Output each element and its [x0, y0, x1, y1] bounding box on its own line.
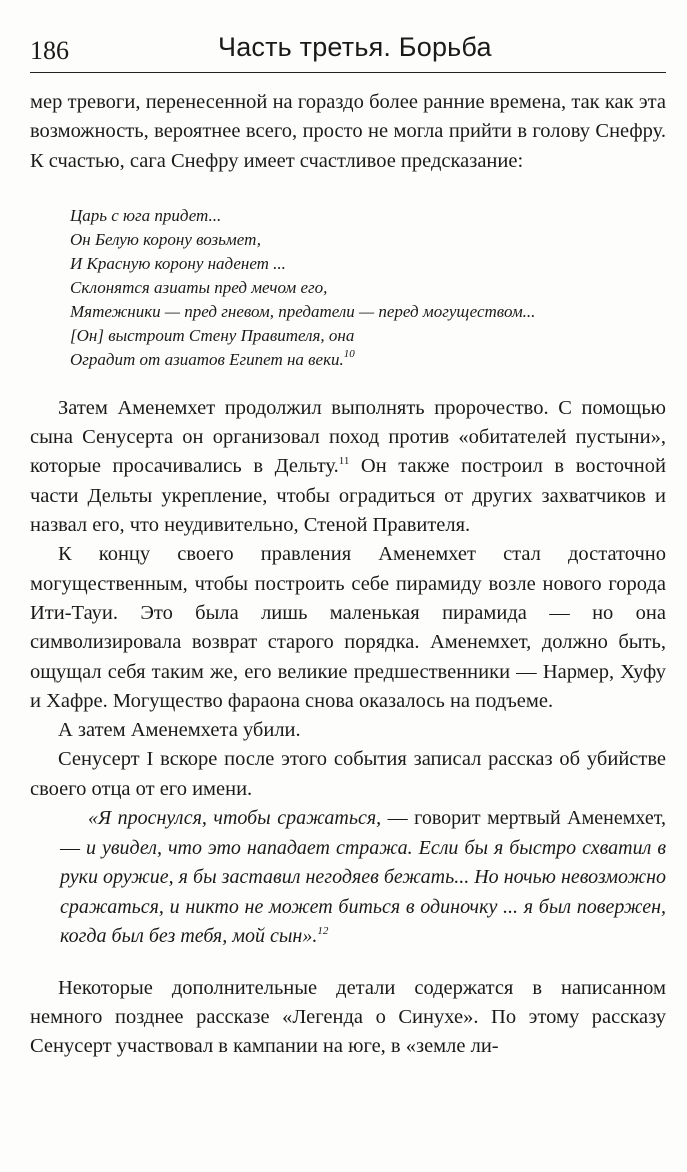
paragraph: Сенусерт I вскоре после этого события записал рассказ об убийстве своего отца от его имени.	[30, 748, 666, 800]
paragraph: Некоторые дополнительные детали содержатся в написанном немного позднее рассказе «Легенда о Синухе». По этому рассказу Сенусерт участвовал в кампании на юге, в «земле ли-	[30, 976, 666, 1058]
footnote-ref: 12	[317, 925, 329, 938]
poem-line: И Красную корону наденет ...	[70, 253, 286, 273]
poem-line: Мятежники — пред гневом, предатели — перед могуществом...	[70, 301, 536, 321]
poem-line-text: Оградит от азиатов Египет на веки.	[70, 349, 344, 369]
poem-line: Царь с юга придет...	[70, 205, 222, 225]
paragraph-text: Затем Аменемхет продолжил выполнять пророчество. С помощью сына Сенусерта он организовал поход против «обитателей пустыни», которые просачивались в Дельту.	[30, 396, 666, 478]
quote-text: «Я проснулся, чтобы сражаться,	[88, 807, 382, 830]
paragraph-text: Он также построил в восточной части Дельты укрепление, чтобы оградиться от других захватчиков и назвал его, что неудивительно, Стеной Правителя.	[30, 455, 666, 537]
paragraph	[30, 394, 666, 540]
poem-line: Склонятся азиаты пред мечом его,	[70, 277, 328, 297]
quote-attribution: — говорит мертвый Аменемхет, —	[60, 807, 666, 859]
paragraph: А затем Аменемхета убили.	[58, 719, 301, 742]
prophecy-poem	[70, 204, 666, 372]
page-header	[30, 28, 666, 73]
paragraph: К концу своего правления Аменемхет стал достаточно могущественным, чтобы построить себе пирамиду возле нового города Ити-Тауи. Это была лишь маленькая пирамида — но она символизировала возврат старого порядка. Аменемхет, должно быть, ощущал себя таким же, его великие предшественники — Нармер, Хуфу и Хафре. Могущество фараона снова оказалось на подъеме.	[30, 543, 666, 712]
page-number: 186	[30, 36, 69, 65]
spacer	[30, 372, 666, 394]
running-title: Часть третья. Борьба	[218, 32, 492, 62]
poem-line: [Он] выстроит Стену Правителя, она	[70, 325, 355, 345]
quote-text: и увидел, что это нападает стража. Если бы я быстро схватил в руки оружие, я бы заставил негодяев бежать... Но ночью невозможно сражаться, и никто не может биться в одиночку ... я был повержен, когда был без тебя, мой сын».	[60, 836, 667, 948]
poem-line-last	[70, 348, 666, 372]
paragraph-continued: мер тревоги, перенесенной на гораздо более ранние времена, так как эта возможность, вероятнее всего, просто не могла прийти в голову Снефру. К счастью, сага Снефру имеет счастливое предсказание:	[30, 91, 666, 172]
block-quote	[30, 804, 666, 952]
spacer	[30, 952, 666, 974]
footnote-ref: 11	[338, 455, 350, 468]
page-body	[30, 88, 666, 1061]
footnote-ref: 10	[343, 347, 355, 360]
poem-line: Он Белую корону возьмет,	[70, 229, 262, 249]
